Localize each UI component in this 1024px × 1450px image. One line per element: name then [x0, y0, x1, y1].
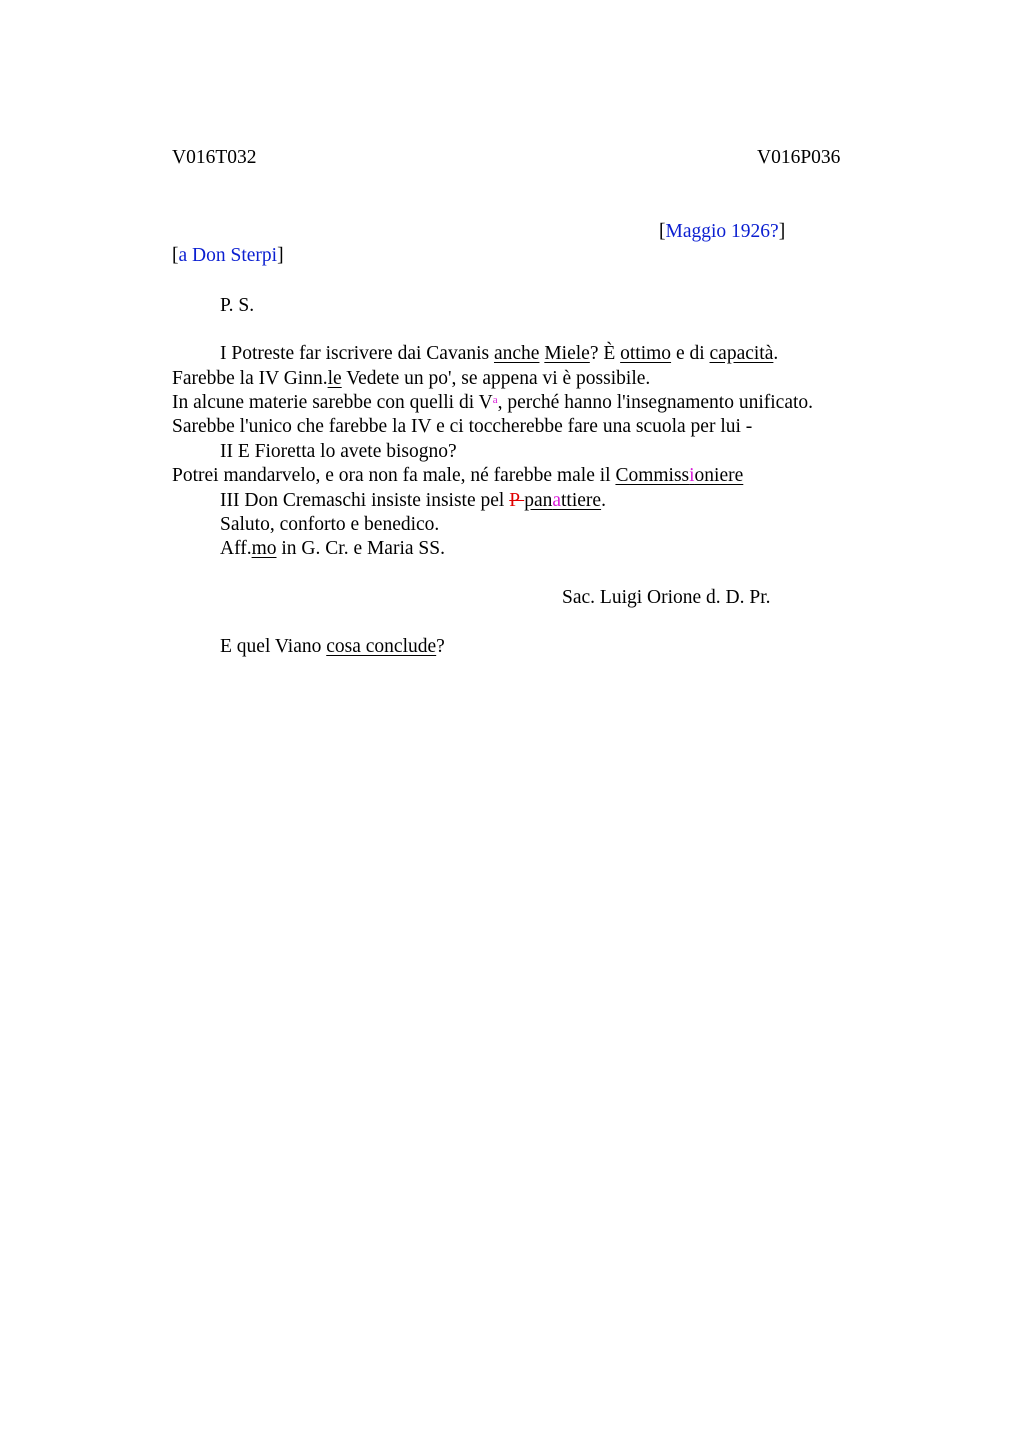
text: III Don Cremaschi insiste insiste pel: [220, 490, 510, 511]
postscript-label: P. S.: [220, 295, 255, 316]
paragraph-line-1: [220, 342, 778, 366]
text: in G. Cr. e Maria SS.: [276, 538, 445, 559]
paragraph-line-8: Saluto, conforto e benedico.: [220, 514, 440, 535]
paragraph-line-5: II E Fioretta lo avete bisogno?: [220, 441, 457, 462]
signature: Sac. Luigi Orione d. D. Pr.: [562, 587, 771, 608]
paragraph-line-10: [220, 635, 445, 659]
text: .: [773, 343, 779, 364]
header-right-code: V016P036: [757, 147, 841, 168]
underlined-text: cosa conclude: [326, 636, 437, 657]
underlined-text: ottimo: [620, 343, 672, 364]
text: E quel Viano: [220, 636, 327, 657]
paragraph-line-9: [220, 537, 445, 561]
paragraph-line-7: [220, 489, 606, 513]
header-left-code: V016T032: [172, 147, 257, 168]
underlined-text: Miele: [544, 343, 590, 364]
superscript: a: [492, 394, 498, 406]
text: ?: [436, 636, 445, 657]
underlined-text: Commissioniere: [615, 465, 744, 486]
underlined-text: anche: [493, 343, 540, 364]
underlined-text: mo: [251, 538, 277, 559]
date-bracket-open: [: [659, 221, 666, 242]
paragraph-line-3: [172, 391, 813, 415]
text: e di: [671, 343, 710, 364]
recipient-bracket-close: ]: [277, 245, 284, 266]
text: ? È: [589, 343, 621, 364]
text: In alcune materie sarebbe con quelli di V: [172, 392, 493, 413]
struck-text: P: [509, 490, 525, 511]
recipient-bracket-open: [: [172, 245, 179, 266]
text: Aff.: [220, 538, 252, 559]
recipient-line: [172, 244, 284, 268]
paragraph-line-6: [172, 464, 743, 488]
recipient-text: a Don Sterpi: [178, 245, 278, 266]
underlined-text: capacità: [709, 343, 774, 364]
paragraph-line-4: Sarebbe l'unico che farebbe la IV e ci toccherebbe fare una scuola per lui -: [172, 416, 753, 437]
text: Farebbe la IV Ginn.: [172, 368, 328, 389]
underlined-text: panattiere: [524, 490, 602, 511]
paragraph-line-2: [172, 367, 650, 391]
date-bracket-close: ]: [778, 221, 786, 242]
text: Potrei mandarvelo, e ora non fa male, né farebbe male il: [172, 465, 616, 486]
date-text: Maggio 1926?: [665, 221, 779, 242]
text: .: [601, 490, 606, 511]
text: , perché hanno l'insegnamento unificato.: [497, 392, 814, 413]
underlined-text: le: [327, 368, 342, 389]
date-line: [659, 220, 785, 244]
text: Vedete un po', se appena vi è possibile.: [341, 368, 651, 389]
text: I Potreste far iscrivere dai Cavanis: [220, 343, 494, 364]
